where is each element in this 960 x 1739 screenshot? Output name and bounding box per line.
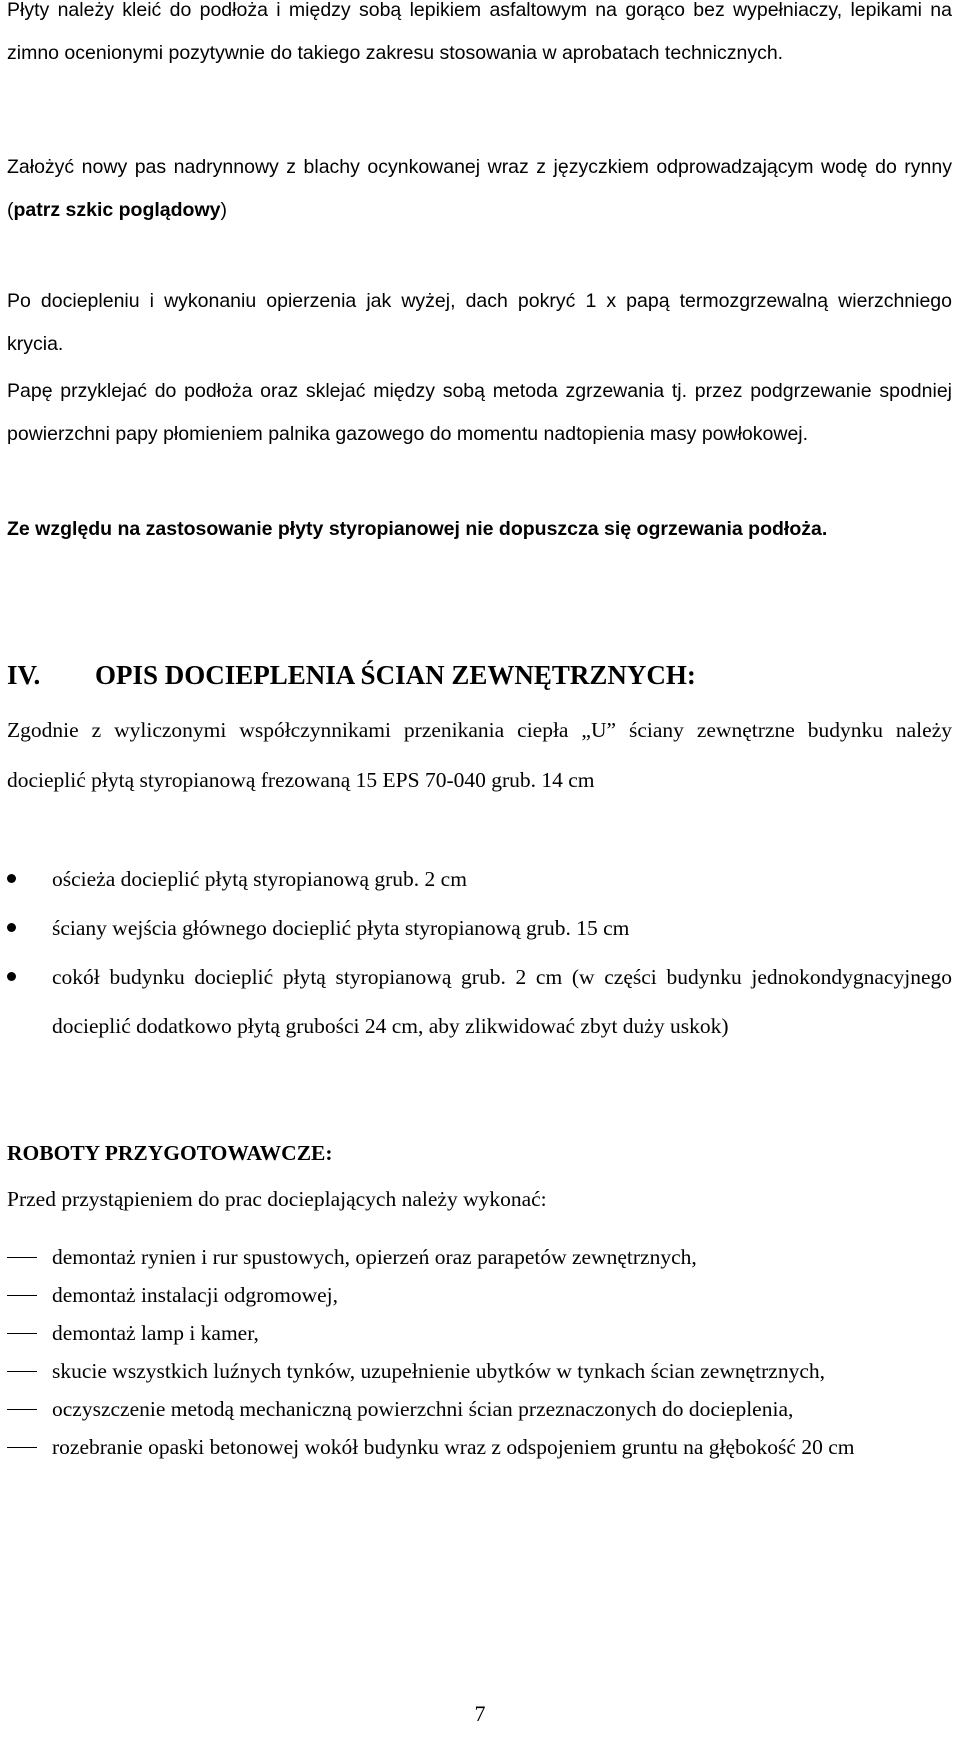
dash-icon [7,1409,37,1410]
roboty-heading-text: ROBOTY PRZYGOTOWAWCZE: [7,1141,333,1165]
list-item-text: skucie wszystkich luźnych tynków, uzupełnienie ubytków w tynkach ścian zewnętrznych, [52,1359,825,1383]
list-item [7,1352,952,1390]
bullet-icon [7,972,16,981]
list-item-text: demontaż instalacji odgromowej, [52,1283,338,1307]
list-item-text: rozebranie opaski betonowej wokół budynku wraz z odspojeniem gruntu na głębokość 20 cm [52,1435,855,1459]
section-title: OPIS DOCIEPLENIA ŚCIAN ZEWNĘTRZNYCH: [95,660,696,690]
preparatory-works-list [7,1238,952,1466]
list-item [7,1238,952,1276]
sketch-reference: patrz szkic poglądowy [13,199,221,221]
warning-text: Ze względu na zastosowanie płyty styropianowej nie dopuszcza się ogrzewania podłoża. [7,518,828,540]
list-item [7,1390,952,1428]
list-item-text: demontaż lamp i kamer, [52,1321,259,1345]
insulation-bullet-list [7,855,952,1051]
list-item-text: oczyszczenie metodą mechaniczną powierzchni ścian przeznaczonych do docieplenia, [52,1397,794,1421]
bullet-icon [7,923,16,932]
roboty-intro [7,1181,952,1217]
bullet-icon [7,874,16,883]
roboty-heading [7,1135,952,1171]
list-item [7,904,952,953]
paragraph-welding [7,370,952,456]
section-number: IV. [7,660,41,690]
dash-icon [7,1295,37,1296]
list-item-text: demontaż rynien i rur spustowych, opierzeń oraz parapetów zewnętrznych, [52,1245,697,1269]
list-item-text: cokół budynku docieplić płytą styropianową grub. 2 cm (w części budynku jednokondygnacyjnego docieplić dodatkowo płytą grubości 24 cm, aby zlikwidować zbyt duży uskok) [52,965,952,1038]
section-intro-text: Zgodnie z wyliczonymi współczynnikami przenikania ciepła „U” ściany zewnętrzne budynku należy docieplić płytą styropianową frezowaną 15 EPS 70-040 grub. 14 cm [7,718,952,792]
section-heading [7,657,952,693]
list-item [7,953,952,1051]
dash-icon [7,1257,37,1258]
page-number: 7 [474,1701,486,1726]
dash-icon [7,1371,37,1372]
list-item [7,855,952,904]
paragraph-gutter-end: ) [220,199,227,221]
list-item [7,1314,952,1352]
dash-icon [7,1333,37,1334]
list-item [7,1428,952,1466]
list-item-text: ściany wejścia głównego docieplić płyta styropianową grub. 15 cm [52,916,630,940]
roboty-intro-text: Przed przystąpieniem do prac docieplających należy wykonać: [7,1187,547,1211]
paragraph-welding-text: Papę przyklejać do podłoża oraz sklejać między sobą metoda zgrzewania tj. przez podgrzewanie spodniej powierzchni papy płomieniem palnika gazowego do momentu nadtopienia masy powłokowej. [7,380,952,445]
paragraph-roofing [7,280,952,366]
section-intro [7,705,952,805]
paragraph-gutter-strip [7,146,952,232]
list-item [7,1276,952,1314]
warning-paragraph [7,512,952,546]
paragraph-adhesive [7,0,952,75]
list-item-text: ościeża docieplić płytą styropianową grub. 2 cm [52,867,467,891]
paragraph-adhesive-text: Płyty należy kleić do podłoża i między sobą lepikiem asfaltowym na gorąco bez wypełniaczy, lepikami na zimno ocenionymi pozytywnie do takiego zakresu stosowania w aprobatach technicznych. [7,0,952,64]
paragraph-gutter-text: Założyć nowy pas nadrynnowy z blachy ocynkowanej wraz z języczkiem odprowadzającym wodę do rynny ( [7,156,952,221]
dash-icon [7,1447,37,1448]
paragraph-roofing-text: Po dociepleniu i wykonaniu opierzenia jak wyżej, dach pokryć 1 x papą termozgrzewalną wierzchniego krycia. [7,290,952,355]
